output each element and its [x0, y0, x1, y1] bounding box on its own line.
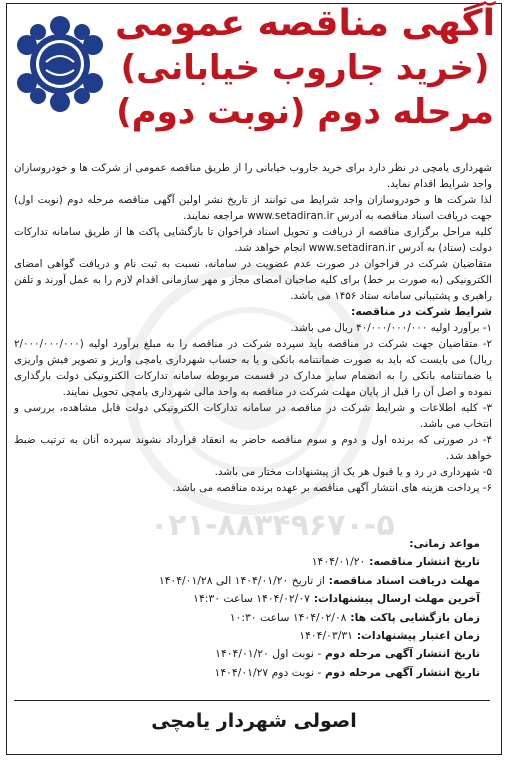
schedule-label: تاریخ انتشار آگهی مرحله دوم	[325, 665, 480, 679]
conditions-title: شرایط شرکت در مناقصه:	[350, 305, 492, 318]
title-line-1: آگهی مناقصه عمومی	[115, 3, 495, 44]
intro-paragraph: شهرداری یامچی در نظر دارد برای خرید جاروب خیابانی را از طریق مناقصه عمومی از شرکت ها و خودروسازان واجد شرایط اقدام نماید.	[14, 162, 492, 190]
schedule-value: - نوبت اول ۱۴۰۴/۰۱/۲۰	[215, 647, 322, 661]
schedule-row	[20, 627, 480, 645]
condition-3: ۳- کلیه اطلاعات و شرایط شرکت در مناقصه در سامانه تدارکات الکترونیکی دولت قابل مشاهده، بررسی و انتخاب می باشد.	[14, 402, 492, 430]
condition-2: ۲- متقاضیان جهت شرکت در مناقصه باید سپرده شرکت در مناقصه را به مبلغ برآورد اولیه (۲/۰۰۰/۰۰۰/۰۰۰ ریال) می بایست که باید به صورت ضمانتنامه بانکی و یا به حساب شهرداری یامچی واریز و تصویر فیش واریزی یا ضمانتنامه بانکی را به انضمام سایر مدارک در قسمت مربوطه سامانه تدارکات الکترونیکی دولت بارگذاری نموده و اصل آن را قبل از پایان مهلت شرکت در مناقصه به واحد مالی شهرداری یامچی تحویل نمایند.	[14, 338, 492, 398]
signature: اصولی شهردار یامچی	[151, 710, 357, 732]
schedule-value: ۱۴۰۴/۰۱/۲۰	[311, 555, 366, 569]
schedule-label: مهلت دریافت اسناد مناقصه:	[328, 573, 480, 587]
footer-divider	[14, 700, 490, 701]
title-line-3: مرحله دوم (نوبت دوم)	[116, 92, 494, 132]
schedule-title: مواعد زمانی:	[409, 537, 480, 550]
schedule-value: ۱۴۰۴/۰۲/۰۷ ساعت ۱۴:۳۰	[193, 592, 310, 606]
condition-5: ۵- شهرداری در رد و یا قبول هر یک از پیشنهادات مختار می باشد.	[214, 466, 492, 478]
schedule-value: ۱۴۰۴/۰۳/۳۱	[299, 629, 353, 643]
schedule-label: تاریخ انتشار آگهی مرحله دوم	[325, 647, 480, 661]
schedule-label: زمان اعتبار پیشنهادات:	[356, 629, 480, 643]
condition-6: ۶- پرداخت هزینه های انتشار آگهی مناقصه بر عهده برنده مناقصه می باشد.	[172, 482, 492, 494]
schedule-label: زمان بازگشایی پاکت ها:	[350, 610, 480, 624]
schedule-value: - نوبت دوم ۱۴۰۴/۰۱/۲۷	[214, 665, 322, 679]
condition-4: ۴- در صورتی که برنده اول و دوم و سوم مناقصه حاضر به انعقاد قرارداد نشوند سپرده آنان به ترتیب ضبط خواهد شد.	[14, 434, 492, 462]
schedule-label: آخرین مهلت ارسال پیشنهادات:	[313, 592, 480, 606]
title-line-2: (خرید جاروب خیابانی)	[120, 48, 490, 88]
schedule-row	[20, 553, 480, 571]
schedule-label: تاریخ انتشار مناقصه:	[369, 555, 480, 569]
schedule-row	[20, 590, 480, 608]
condition-1: ۱- برآورد اولیه ۴۰/۰۰۰/۰۰۰/۰۰۰ ریال می باشد.	[290, 322, 492, 334]
schedule-row	[20, 572, 480, 590]
notice-body	[14, 160, 492, 496]
schedule-value: ۱۴۰۴/۰۲/۰۸ ساعت ۱۰:۳۰	[229, 610, 347, 624]
schedule-value: از تاریخ ۱۴۰۴/۰۱/۲۰ الی ۱۴۰۴/۰۱/۲۸	[158, 573, 325, 587]
paragraph-1: لذا شرکت ها و خودروسازان واجد شرایط می توانند از تاریخ نشر اولین آگهی مناقصه مرحله دوم (نوبت اول) جهت دریافت اسناد مناقصه به آدرس www.setadiran.ir مراجعه نمایند.	[14, 194, 492, 222]
paragraph-2: کلیه مراحل برگزاری مناقصه از دریافت و تحویل اسناد فراخوان تا بازگشایی پاکت ها از طریق سامانه تدارکات دولت (ستاد) به آدرس www.setadiran.ir انجام خواهد شد.	[14, 226, 492, 254]
schedule-row	[20, 645, 480, 663]
watermark-phone: ۰۲۱-۸۸۳۴۹۶۷۰-۵	[150, 508, 395, 543]
municipality-logo	[10, 12, 110, 124]
schedule-section	[20, 535, 480, 682]
schedule-row	[20, 609, 480, 627]
notice-title	[112, 2, 498, 134]
paragraph-3: متقاضیان شرکت در فراخوان در صورت عدم عضویت در سامانه، نسبت به ثبت نام و دریافت گواهی امضای الکترونیکی (به صورت بر خط) برای کلیه صاحبان امضای مجاز و مهر سازمانی اقدام لازم را به عمل آورند و تلفن راهبری و پشتیبانی سامانه ستاد ۱۴۵۶ می باشد.	[14, 258, 492, 302]
schedule-row	[20, 664, 480, 682]
